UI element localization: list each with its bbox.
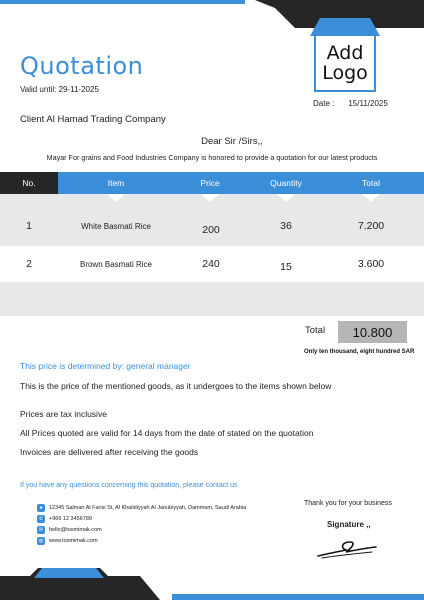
contact-prompt: If you have any questions concerning this quotation, please contact us xyxy=(20,482,238,489)
valid-until xyxy=(20,85,99,94)
signature-label: Signature ,, xyxy=(327,520,371,529)
row-1-no: 1 xyxy=(26,220,32,232)
signature-scribble xyxy=(312,530,382,562)
row-2-price: 240 xyxy=(202,258,220,270)
valid-until-value: 29-11-2025 xyxy=(58,85,99,94)
table-row-empty xyxy=(0,282,424,316)
logo-tab-shape xyxy=(310,16,380,36)
website-line xyxy=(37,537,98,545)
client-name: Al Hamad Trading Company xyxy=(46,114,166,125)
thanks-text: Thank you for your business xyxy=(304,500,392,507)
table-header-price: Price xyxy=(200,178,220,188)
website-text[interactable]: www.tosmimak.com xyxy=(49,538,98,544)
email-line xyxy=(37,526,102,534)
globe-icon: ◍ xyxy=(38,537,44,544)
client-line xyxy=(20,114,166,125)
address-text: 12345 Salman Al Farisi St, Al Khalidiyyah Al Janubiyyah, Dammam, Saudi Arabia xyxy=(49,505,247,511)
row-2-item: Brown Basmati Rice xyxy=(79,259,153,269)
row-1-quantity: 36 xyxy=(280,220,292,232)
header-notch xyxy=(362,194,380,202)
validity-note: All Prices quoted are valid for 14 days from the date of stated on the quotation xyxy=(20,428,314,438)
mention-text: This is the price of the mentioned goods, as it undergoes to the items shown below xyxy=(20,381,332,391)
delivery-note: Invoices are delivered after receiving the goods xyxy=(20,447,199,457)
table-header-no: No. xyxy=(0,172,58,194)
determined-by: This price is determined by: general manager xyxy=(20,361,191,371)
row-2-quantity: 15 xyxy=(280,261,292,273)
footer-dark-band xyxy=(0,568,160,600)
date-label: Date : xyxy=(313,99,335,108)
row-1-item: White Basmati Rice xyxy=(81,221,151,231)
phone-text[interactable]: +966 12 3456789 xyxy=(49,516,92,522)
quote-date xyxy=(313,99,388,108)
email-icon: ✉ xyxy=(38,526,44,533)
header-notch xyxy=(107,194,125,202)
total-value: 10.800 xyxy=(338,321,407,343)
location-icon: ● xyxy=(37,504,45,512)
page-title: Quotation xyxy=(20,52,144,80)
email-text[interactable]: hello@tosmimak.com xyxy=(49,527,102,533)
row-1-total: 7.200 xyxy=(357,220,385,232)
phone-icon: ✆ xyxy=(38,515,44,522)
header-notch xyxy=(277,194,295,202)
total-in-words: Only ten thousand, eight hundred SAR xyxy=(304,349,415,355)
row-2-total: 3.600 xyxy=(357,258,385,270)
row-2-no: 2 xyxy=(26,258,32,270)
footer-accent-bar xyxy=(172,594,424,600)
valid-until-label: Valid until: xyxy=(20,85,57,94)
phone-line xyxy=(37,515,92,523)
total-label: Total xyxy=(305,325,326,336)
table-header-quantity: Quantity xyxy=(270,178,302,188)
intro-text: Mayar For grains and Food Industries Company is honored to provide a quotation for our latest products xyxy=(46,153,378,162)
row-1-price: 200 xyxy=(202,224,220,236)
tax-note: Prices are tax inclusive xyxy=(20,409,107,419)
greeting: Dear Sir /Sirs,, xyxy=(201,136,263,147)
logo-line-1: Add xyxy=(326,42,364,64)
address-line xyxy=(37,504,246,512)
logo-line-2: Logo xyxy=(322,62,368,84)
date-value: 15/11/2025 xyxy=(348,99,388,108)
table-header-item: Item xyxy=(107,178,125,188)
table-header-total: Total xyxy=(362,178,380,188)
logo-placeholder[interactable] xyxy=(314,34,376,92)
header-accent-bar xyxy=(0,0,245,4)
header-notch xyxy=(201,194,219,202)
client-label: Client xyxy=(20,114,45,125)
